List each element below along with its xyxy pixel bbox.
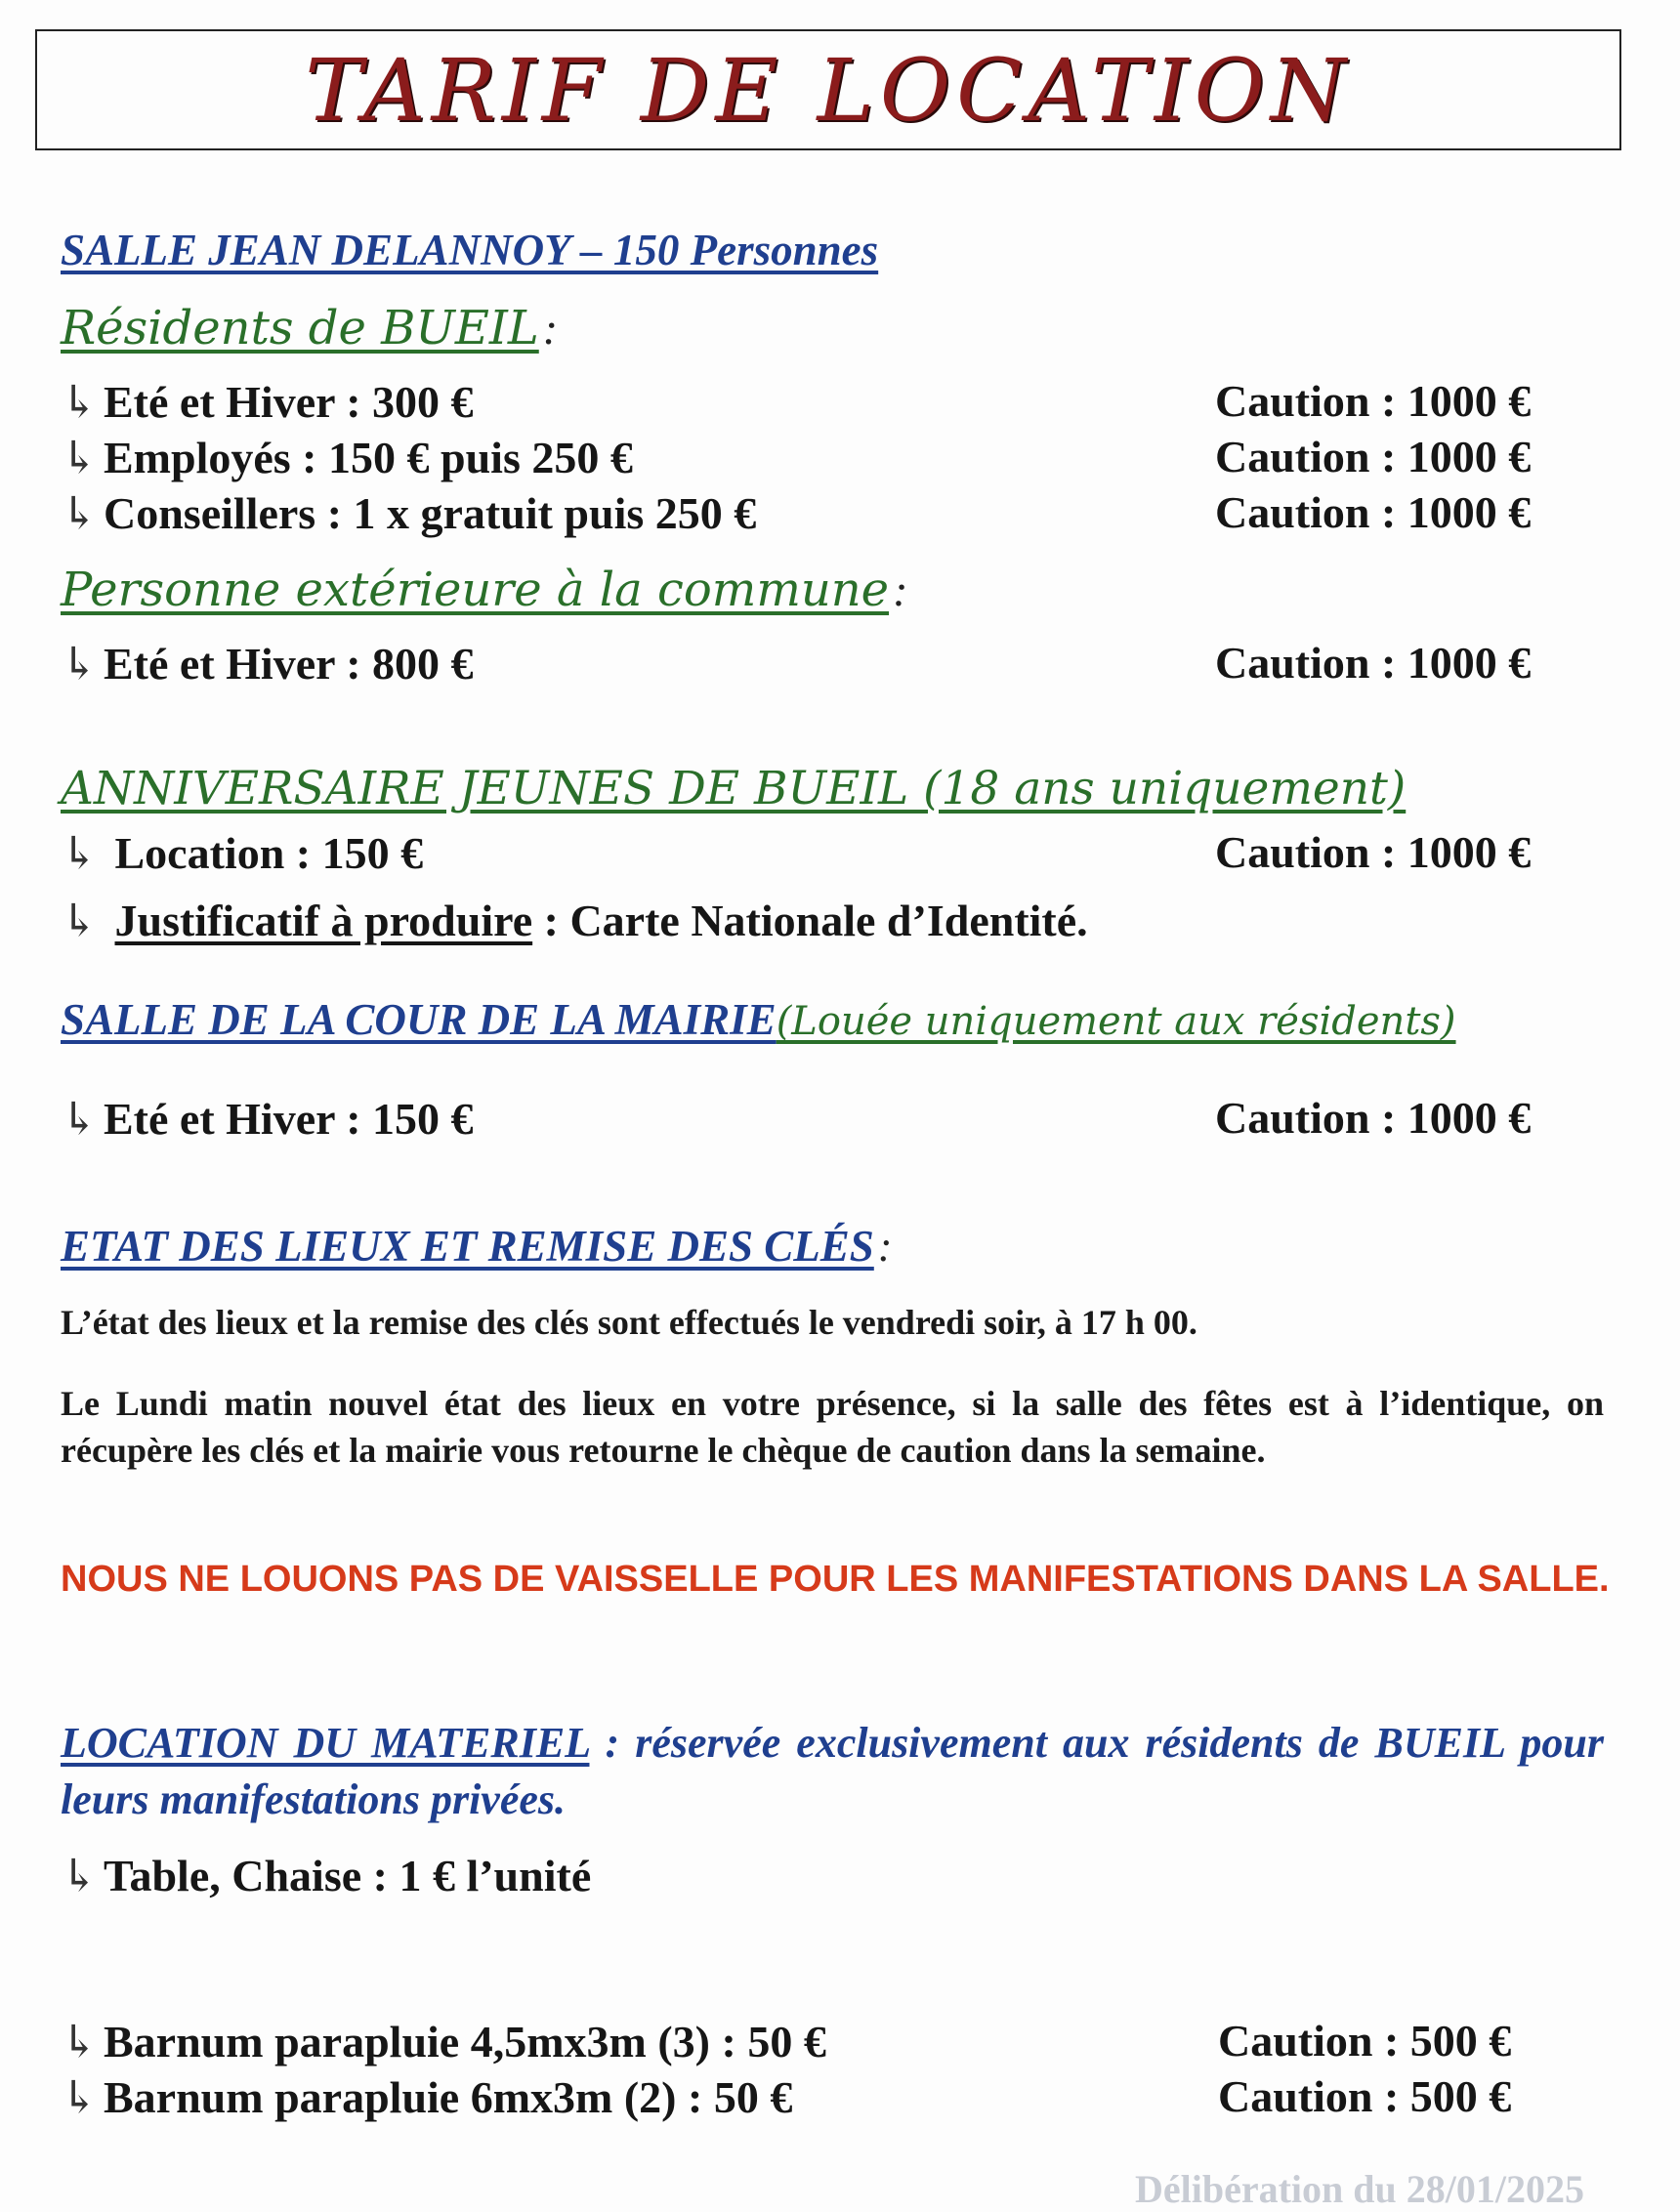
arrow-icon: ↳ [61,488,99,538]
section-heading-anniversaire: ANNIVERSAIRE JEUNES DE BUEIL (18 ans uniquement) [61,762,1407,815]
etat-lieux-heading-line [61,1221,892,1272]
rate-label: Barnum parapluie 4,5mx3m (3) : 50 € [104,2017,826,2066]
exterieur-heading-colon: : [893,565,908,615]
caution-value: Caution : 1000 € [1215,1093,1532,1143]
etat-lieux-heading-colon: : [877,1223,893,1271]
etat-lieux-paragraph-2: Le Lundi matin nouvel état des lieux en votre présence, si la salle des fêtes est à l’identique, on récupère les clés et la mairie vous retourne le chèque de caution dans la semaine. [61,1384,1604,1470]
section-heading-materiel: LOCATION DU MATERIEL [61,1719,590,1767]
arrow-icon: ↳ [61,2017,99,2066]
arrow-icon: ↳ [61,2072,99,2122]
caution-value: Caution : 1000 € [1215,638,1532,688]
rate-label: Conseillers : 1 x gratuit puis 250 € [104,488,757,538]
rate-label: Barnum parapluie 6mx3m (2) : 50 € [104,2072,793,2122]
rate-row [61,486,756,539]
arrow-icon: ↳ [61,377,99,427]
rate-row [61,375,474,428]
rate-label: Location : 150 € [114,828,424,878]
exterieur-heading-line [61,563,907,617]
caution-value: Caution : 500 € [1218,2071,1512,2121]
caution-value: Caution : 1000 € [1215,376,1532,426]
salle-mairie-note: (Louée uniquement aux résidents) [776,999,1456,1044]
rate-row [61,637,474,689]
arrow-icon: ↳ [61,639,99,689]
mairie-heading-line [61,994,1456,1045]
arrow-icon: ↳ [61,1851,99,1900]
residents-heading-line [61,301,558,355]
section-heading-salle-delannoy: SALLE JEAN DELANNOY – 150 Personnes [61,226,879,274]
caution-value: Caution : 1000 € [1215,432,1532,481]
caution-value: Caution : 1000 € [1215,827,1532,877]
materiel-block [61,1715,1604,1828]
rate-row [61,1092,474,1145]
rate-label: Employés : 150 € puis 250 € [104,433,633,482]
etat-lieux-paragraph-1: L’état des lieux et la remise des clés sont effectués le vendredi soir, à 17 h 00. [61,1303,1197,1342]
arrow-icon: ↳ [61,1094,99,1144]
title-box [35,29,1621,150]
rate-label: Eté et Hiver : 300 € [104,377,474,427]
vaisselle-warning: NOUS NE LOUONS PAS DE VAISSELLE POUR LES MANIFESTATIONS DANS LA SALLE. [61,1559,1610,1600]
section-heading-salle-mairie: SALLE DE LA COUR DE LA MAIRIE [61,995,777,1044]
rate-label: Eté et Hiver : 800 € [104,639,474,689]
arrow-icon: ↳ [61,433,99,482]
page-title: TARIF DE LOCATION [305,39,1352,141]
justificatif-value: : Carte Nationale d’Identité. [532,896,1088,945]
rate-row [61,1849,591,1901]
residents-heading-colon: : [542,304,559,354]
rate-label: Table, Chaise : 1 € l’unité [104,1851,592,1900]
arrow-icon: ↳ [61,896,99,945]
exterieur-heading: Personne extérieure à la commune [61,563,890,617]
rate-row [61,431,633,483]
section-heading-etat-lieux: ETAT DES LIEUX ET REMISE DES CLÉS [61,1222,874,1271]
rate-row [61,2070,792,2123]
rate-row [61,826,423,879]
rate-label: Eté et Hiver : 150 € [104,1094,474,1144]
residents-heading: Résidents de BUEIL [61,301,539,355]
materiel-description: : réservée exclusivement aux résidents de BUEIL pour leurs manifestations privées. [61,1719,1604,1823]
justificatif-row [61,894,1088,946]
arrow-icon: ↳ [61,828,99,878]
rate-row [61,2015,826,2067]
justificatif-label: Justificatif à produire [114,896,533,945]
caution-value: Caution : 1000 € [1215,487,1532,537]
caution-value: Caution : 500 € [1218,2016,1512,2066]
deliberation-footer: Délibération du 28/01/2025 [1134,2167,1584,2211]
